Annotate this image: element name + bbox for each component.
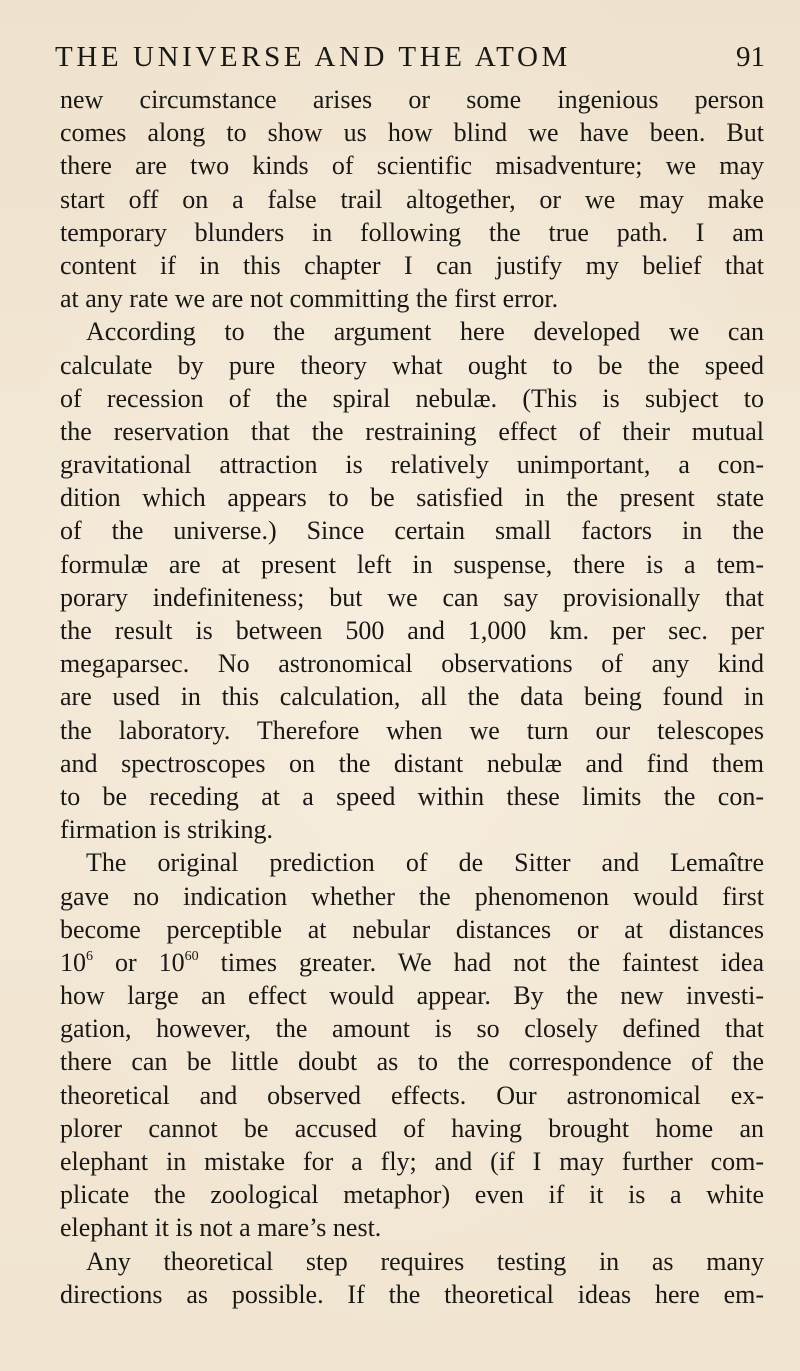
running-head xyxy=(55,36,765,78)
text-line: elephant it is not a mare’s nest. xyxy=(60,1213,382,1243)
body-text xyxy=(60,83,764,1311)
text-line: gravitational attraction is relatively unimportant, a con- xyxy=(60,450,764,480)
text-line: the reservation that the restraining effect of their mutual xyxy=(60,416,764,446)
text-line: there are two kinds of scientific misadventure; we may xyxy=(60,151,764,181)
text-line: calculate by pure theory what ought to be the speed xyxy=(60,350,764,380)
exponent-base: 10 xyxy=(60,947,86,977)
text-line: start off on a false trail altogether, or we may make xyxy=(60,184,764,214)
text-line: the result is between 500 and 1,000 km. per sec. per xyxy=(60,616,764,645)
text-line-with-exponents xyxy=(60,946,764,979)
text-line: at any rate we are not committing the first error. xyxy=(60,284,559,314)
text-line: The original prediction of de Sitter and Lemaître xyxy=(86,848,764,878)
text-line: Any theoretical step requires testing in as many xyxy=(86,1246,764,1276)
text-line: gation, however, the amount is so closely defined that xyxy=(60,1014,764,1044)
text-line: elephant in mistake for a fly; and (if I may further com- xyxy=(60,1147,764,1176)
text-line: there can be little doubt as to the correspondence of the xyxy=(60,1047,764,1077)
text-line: are used in this calculation, all the data being found in xyxy=(60,682,764,712)
text-line: gave no indication whether the phenomenon would first xyxy=(60,881,764,911)
text-line: become perceptible at nebular distances or at distances xyxy=(60,914,764,944)
inline-text: times greater. We had not the faintest idea xyxy=(198,947,764,977)
text-line: the laboratory. Therefore when we turn our telescopes xyxy=(60,715,764,745)
text-line: directions as possible. If the theoretical ideas here em- xyxy=(60,1279,764,1309)
page-number: 91 xyxy=(736,41,765,73)
text-line: of recession of the spiral nebulæ. (This is subject to xyxy=(60,383,764,413)
text-line: dition which appears to be satisfied in the present state xyxy=(60,483,764,513)
exponent: 60 xyxy=(184,948,199,964)
exponent: 6 xyxy=(86,948,93,964)
text-line: megaparsec. No astronomical observations of any kind xyxy=(60,649,764,679)
text-line: to be receding at a speed within these limits the con- xyxy=(60,781,764,811)
text-line: new circumstance arises or some ingenious person xyxy=(60,85,764,114)
text-line: firmation is striking. xyxy=(60,815,274,845)
running-title: THE UNIVERSE AND THE ATOM xyxy=(55,41,571,73)
text-line: of the universe.) Since certain small factors in the xyxy=(60,516,764,546)
text-line: According to the argument here developed we can xyxy=(86,317,764,347)
text-line: and spectroscopes on the distant nebulæ and find them xyxy=(60,748,764,778)
text-line: content if in this chapter I can justify my belief that xyxy=(60,250,764,280)
text-line: plicate the zoological metaphor) even if it is a white xyxy=(60,1180,764,1210)
text-line: plorer cannot be accused of having brought home an xyxy=(60,1113,764,1143)
text-line: theoretical and observed effects. Our astronomical ex- xyxy=(60,1080,764,1110)
text-line: formulæ are at present left in suspense, there is a tem- xyxy=(60,549,764,579)
text-line: comes along to show us how blind we have been. But xyxy=(60,118,764,148)
text-line: porary indefiniteness; but we can say provisionally that xyxy=(60,582,764,612)
inline-text: or xyxy=(93,947,159,977)
text-line: how large an effect would appear. By the new investi- xyxy=(60,981,764,1011)
text-line: temporary blunders in following the true path. I am xyxy=(60,217,764,247)
exponent-base: 10 xyxy=(158,947,185,977)
